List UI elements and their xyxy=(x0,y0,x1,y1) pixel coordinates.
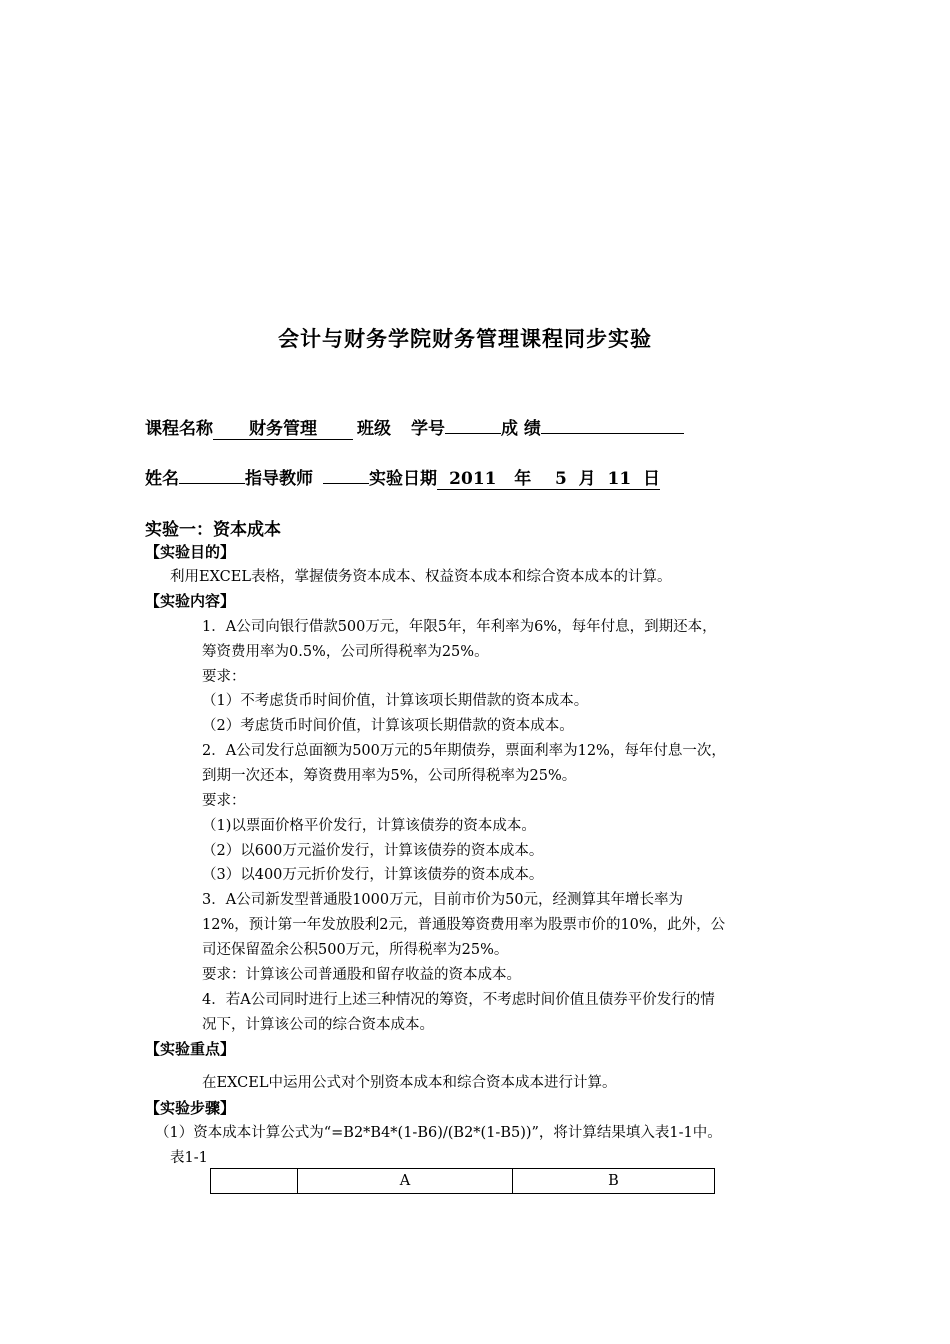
content-line: 2．A公司发行总面额为500万元的5年期债券，票面利率为12%，每年付息一次， xyxy=(202,743,726,759)
score-blank xyxy=(541,433,684,434)
experiment-title: 实验一：资本成本 xyxy=(145,520,281,540)
purpose-heading: 【实验目的】 xyxy=(145,543,236,561)
content-line: 12%，预计第一年发放股利2元，普通股筹资费用率为股票市价的10%，此外，公 xyxy=(202,917,726,933)
date-year-char: 年 xyxy=(514,469,532,489)
content-line: 要求： xyxy=(202,669,246,685)
content-line: （2）考虑货币时间价值，计算该项长期借款的资本成本。 xyxy=(202,718,574,734)
content-line: 要求：计算该公司普通股和留存收益的资本成本。 xyxy=(202,967,521,983)
date-month: 5 xyxy=(554,469,567,489)
student-id-blank xyxy=(445,433,501,434)
table-caption: 表1-1 xyxy=(170,1150,208,1166)
content-line: 要求： xyxy=(202,793,246,809)
purpose-text: 利用EXCEL表格，掌握债务资本成本、权益资本成本和综合资本成本的计算。 xyxy=(170,569,672,585)
course-value: 财务管理 xyxy=(213,419,353,440)
content-line: 3．A公司新发型普通股1000万元，目前市价为50元，经测算其年增长率为 xyxy=(202,892,684,908)
name-label: 姓名 xyxy=(145,469,179,489)
focus-text: 在EXCEL中运用公式对个别资本成本和综合资本成本进行计算。 xyxy=(202,1075,617,1091)
content-line: 1．A公司向银行借款500万元，年限5年，年利率为6%，每年付息，到期还本， xyxy=(202,619,717,635)
date-day: 11 xyxy=(607,469,632,489)
date-label: 实验日期 xyxy=(369,469,437,489)
info-line-2 xyxy=(145,464,660,490)
teacher-label: 指导教师 xyxy=(245,469,313,489)
class-label: 班级 xyxy=(357,419,391,439)
name-blank xyxy=(179,483,245,484)
content-line: 司还保留盈余公积500万元，所得税率为25%。 xyxy=(202,942,509,958)
student-id-label: 学号 xyxy=(411,419,445,439)
date-month-char: 月 xyxy=(578,469,596,489)
date-value xyxy=(437,469,660,490)
content-line: （3）以400万元折价发行，计算该债券的资本成本。 xyxy=(202,867,544,883)
page-title: 会计与财务学院财务管理课程同步实验 xyxy=(278,326,652,351)
data-table xyxy=(210,1168,715,1194)
info-line-1 xyxy=(145,414,684,440)
score-label: 成 绩 xyxy=(501,419,541,439)
table-header-cell: A xyxy=(298,1169,513,1194)
content-line: 筹资费用率为0.5%，公司所得税率为25%。 xyxy=(202,644,489,660)
date-day-char: 日 xyxy=(643,469,660,489)
content-line: 到期一次还本，筹资费用率为5%，公司所得税率为25%。 xyxy=(202,768,577,784)
table-row xyxy=(211,1169,715,1194)
content-heading: 【实验内容】 xyxy=(145,592,236,610)
teacher-blank xyxy=(323,483,369,484)
content-line: （2）以600万元溢价发行，计算该债券的资本成本。 xyxy=(202,843,544,859)
course-label: 课程名称 xyxy=(145,419,213,439)
content-line: 4．若A公司同时进行上述三种情况的筹资，不考虑时间价值且债券平价发行的情 xyxy=(202,992,715,1008)
steps-heading: 【实验步骤】 xyxy=(145,1099,236,1117)
table-header-cell: B xyxy=(513,1169,715,1194)
content-line: 况下，计算该公司的综合资本成本。 xyxy=(202,1017,434,1033)
content-line: （1）不考虑货币时间价值，计算该项长期借款的资本成本。 xyxy=(202,693,589,709)
focus-heading: 【实验重点】 xyxy=(145,1040,236,1058)
date-year: 2011 xyxy=(449,469,497,489)
table-header-cell xyxy=(211,1169,298,1194)
steps-text: （1）资本成本计算公式为“=B2*B4*(1-B6)/(B2*(1-B5))”，将计算结果填入表1-1中。 xyxy=(155,1125,722,1141)
content-line: （1)以票面价格平价发行，计算该债券的资本成本。 xyxy=(202,818,536,834)
